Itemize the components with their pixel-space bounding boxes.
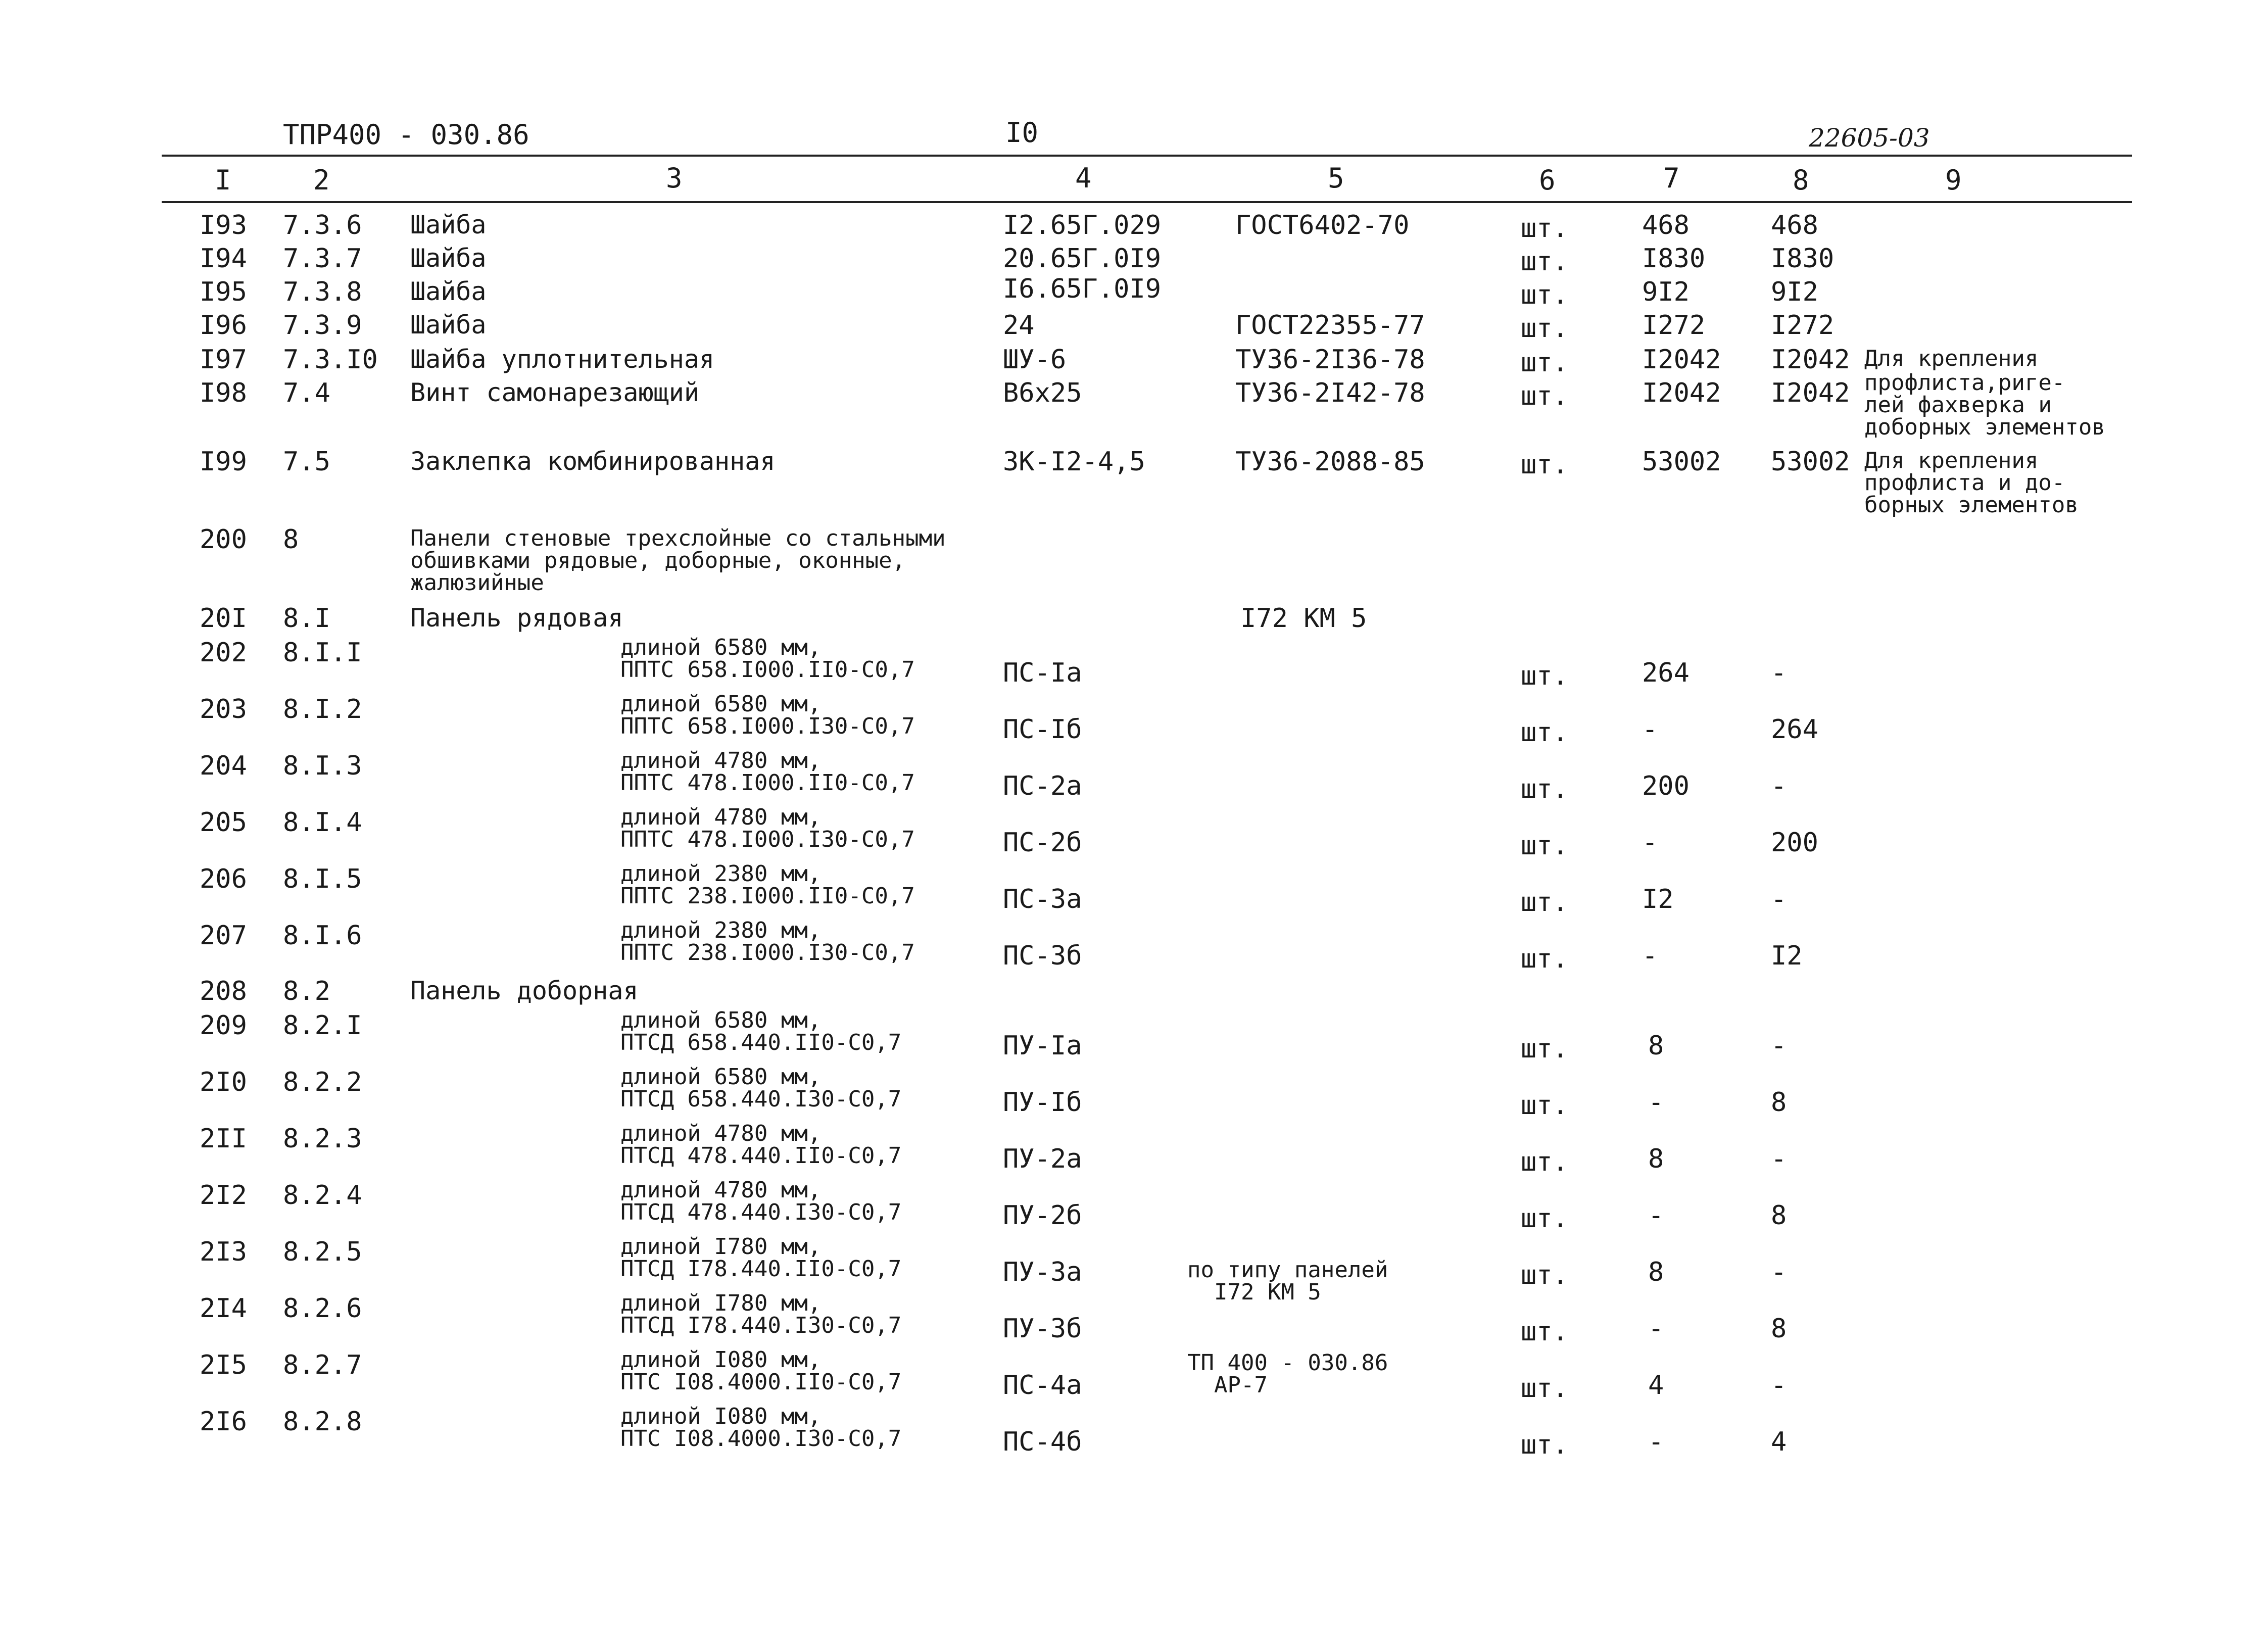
column-header-5: 5	[1328, 162, 1344, 194]
unit: шт.	[1521, 1203, 1568, 1234]
unit: шт.	[1521, 1034, 1568, 1064]
quantity-7: I2042	[1642, 378, 1721, 408]
quantity-8: -	[1771, 771, 1787, 801]
quantity-7: I272	[1642, 310, 1706, 341]
unit: шт.	[1521, 313, 1568, 344]
item-name: Заклепка комбинированная	[410, 447, 776, 476]
mark: ПС-2б	[1003, 828, 1082, 858]
item-name: Шайба уплотнительная	[410, 345, 715, 374]
quantity-7: -	[1642, 828, 1658, 858]
mark: ПС-3б	[1003, 941, 1082, 971]
row-number: 2II	[200, 1124, 247, 1154]
item-name: Шайба	[410, 244, 487, 273]
position: 7.3.8	[283, 277, 362, 307]
quantity-8: I830	[1771, 244, 1835, 274]
quantity-8: -	[1771, 658, 1787, 688]
unit: шт.	[1521, 1430, 1568, 1460]
position: 8.I.3	[283, 751, 362, 781]
quantity-7: -	[1642, 941, 1658, 971]
quantity-8: 200	[1771, 828, 1818, 858]
unit: шт.	[1521, 1090, 1568, 1121]
mark: ШУ-6	[1003, 345, 1067, 375]
quantity-7: 264	[1642, 658, 1690, 688]
standard-doc: по типу панелей I72 КМ 5	[1187, 1257, 1388, 1305]
column-header-2: 2	[313, 164, 330, 196]
row-number: I97	[200, 345, 247, 375]
quantity-7: -	[1648, 1427, 1664, 1457]
quantity-8: -	[1771, 1144, 1787, 1174]
quantity-8: -	[1771, 1370, 1787, 1401]
quantity-8: 9I2	[1771, 277, 1818, 307]
mark: ПС-Iа	[1003, 658, 1082, 688]
mark: I6.65Г.0I9	[1003, 274, 1162, 304]
mark: 20.65Г.0I9	[1003, 244, 1162, 274]
row-number: 2I5	[200, 1350, 247, 1380]
column-header-9: 9	[1945, 164, 1962, 196]
row-number: 208	[200, 976, 247, 1006]
quantity-8: -	[1771, 884, 1787, 914]
position: 8.I.6	[283, 921, 362, 951]
position: 8.2.6	[283, 1293, 362, 1324]
item-name: длиной 4780 мм, ППТС 478.I000.II0-С0,7	[620, 748, 915, 796]
mark: ПУ-Iа	[1003, 1031, 1082, 1061]
item-name: длиной 2380 мм, ППТС 238.I000.I30-С0,7	[620, 918, 915, 966]
item-name: Панель рядовая	[410, 603, 623, 633]
quantity-7: 9I2	[1642, 277, 1690, 307]
row-number: I96	[200, 310, 247, 341]
unit: шт.	[1521, 774, 1568, 804]
unit: шт.	[1521, 381, 1568, 411]
row-number: 200	[200, 524, 247, 555]
quantity-8: I272	[1771, 310, 1835, 341]
row-number: 2I4	[200, 1293, 247, 1324]
quantity-7: 4	[1648, 1370, 1664, 1401]
item-name: длиной 6580 мм, ПТСД 658.440.II0-С0,7	[620, 1007, 902, 1055]
position: 8.2.I	[283, 1010, 362, 1041]
unit: шт.	[1521, 717, 1568, 748]
standard-doc: ТУ36-2I36-78	[1235, 345, 1425, 375]
position: 7.3.7	[283, 244, 362, 274]
item-name: длиной 2380 мм, ППТС 238.I000.II0-С0,7	[620, 861, 915, 909]
row-number: 206	[200, 864, 247, 894]
column-header-6: 6	[1539, 164, 1556, 196]
column-header-1: I	[215, 164, 231, 196]
mark: 24	[1003, 310, 1035, 341]
item-name: длиной I780 мм, ПТСД I78.440.I30-С0,7	[620, 1290, 902, 1338]
item-name: длиной 4780 мм, ПТСД 478.440.I30-С0,7	[620, 1177, 902, 1225]
page-number: I0	[1005, 117, 1039, 149]
handwritten-archive-number: 22605-03	[1809, 123, 1930, 153]
quantity-7: -	[1648, 1087, 1664, 1118]
document-code: ТПР400 - 030.86	[283, 119, 529, 151]
quantity-8: I2	[1771, 941, 1803, 971]
header-bottom-rule	[162, 201, 2132, 203]
item-name: Винт самонарезающий	[410, 378, 699, 407]
position: 8	[283, 524, 299, 555]
row-number: 205	[200, 807, 247, 838]
mark: I2.65Г.029	[1003, 210, 1162, 240]
item-name: длиной I080 мм, ПТС I08.4000.I30-С0,7	[620, 1404, 902, 1452]
quantity-8: -	[1771, 1031, 1787, 1061]
row-number: 202	[200, 638, 247, 668]
row-number: I99	[200, 447, 247, 477]
item-name: Шайба	[410, 310, 487, 340]
quantity-8: I2042	[1771, 378, 1850, 408]
mark: ЗК-I2-4,5	[1003, 447, 1145, 477]
position: 8.I	[283, 603, 330, 634]
mark: ПС-4а	[1003, 1370, 1082, 1401]
item-name: Панель доборная	[410, 976, 639, 1005]
row-number: I95	[200, 277, 247, 307]
position: 8.2.7	[283, 1350, 362, 1380]
row-number: 20I	[200, 603, 247, 634]
mark: ПУ-Iб	[1003, 1087, 1082, 1118]
row-number: 2I2	[200, 1180, 247, 1211]
standard-doc: ГОСТ6402-70	[1235, 210, 1410, 240]
note: Для крепления профлиста и до- борных элементов	[1864, 448, 2079, 518]
standard-doc: ТУ36-2088-85	[1235, 447, 1425, 477]
mark: ПС-2а	[1003, 771, 1082, 801]
quantity-8: I2042	[1771, 345, 1850, 375]
standard-doc: ГОСТ22355-77	[1235, 310, 1425, 341]
unit: шт.	[1521, 661, 1568, 691]
note: профлиста,риге- лей фахверка и доборных элементов	[1864, 370, 2105, 440]
quantity-7: 8	[1648, 1031, 1664, 1061]
position: 7.3.9	[283, 310, 362, 341]
mark: ПС-3а	[1003, 884, 1082, 914]
unit: шт.	[1521, 450, 1568, 480]
position: 7.3.6	[283, 210, 362, 240]
item-name: длиной 6580 мм, ПТСД 658.440.I30-С0,7	[620, 1064, 902, 1112]
note: Для крепления	[1864, 346, 2039, 371]
quantity-7: 53002	[1642, 447, 1721, 477]
quantity-8: 468	[1771, 210, 1818, 240]
row-number: 204	[200, 751, 247, 781]
position: 8.2.3	[283, 1124, 362, 1154]
column-header-7: 7	[1663, 162, 1680, 194]
standard-doc: ТУ36-2I42-78	[1235, 378, 1425, 408]
quantity-7: 8	[1648, 1144, 1664, 1174]
item-name: длиной 4780 мм, ППТС 478.I000.I30-С0,7	[620, 804, 915, 852]
quantity-8: 8	[1771, 1314, 1787, 1344]
quantity-8: 8	[1771, 1087, 1787, 1118]
quantity-7: 468	[1642, 210, 1690, 240]
quantity-7: I2042	[1642, 345, 1721, 375]
position: 7.5	[283, 447, 330, 477]
row-number: I93	[200, 210, 247, 240]
mark: ПС-4б	[1003, 1427, 1082, 1457]
item-name: Шайба	[410, 277, 487, 306]
unit: шт.	[1521, 213, 1568, 244]
position: 7.3.I0	[283, 345, 378, 375]
quantity-7: 200	[1642, 771, 1690, 801]
item-name: Шайба	[410, 210, 487, 239]
mark: В6х25	[1003, 378, 1082, 408]
row-number: 2I0	[200, 1067, 247, 1097]
quantity-7: I2	[1642, 884, 1674, 914]
mark: ПУ-3а	[1003, 1257, 1082, 1287]
row-number: 2I3	[200, 1237, 247, 1267]
item-name: длиной I080 мм, ПТС I08.4000.II0-С0,7	[620, 1347, 902, 1395]
unit: шт.	[1521, 1147, 1568, 1177]
header-top-rule	[162, 155, 2132, 157]
position: 8.2.2	[283, 1067, 362, 1097]
mark: ПС-Iб	[1003, 714, 1082, 745]
quantity-8: 4	[1771, 1427, 1787, 1457]
row-number: 203	[200, 694, 247, 725]
row-number: I94	[200, 244, 247, 274]
item-name: длиной I780 мм, ПТСД I78.440.II0-С0,7	[620, 1234, 902, 1282]
item-name: длиной 4780 мм, ПТСД 478.440.II0-С0,7	[620, 1121, 902, 1169]
position: 8.2.5	[283, 1237, 362, 1267]
unit: шт.	[1521, 1373, 1568, 1404]
unit: шт.	[1521, 1260, 1568, 1290]
column-header-3: 3	[666, 162, 683, 194]
position: 8.I.4	[283, 807, 362, 838]
standard-doc: I72 КМ 5	[1240, 603, 1367, 634]
standard-doc: ТП 400 - 030.86 АР-7	[1187, 1350, 1388, 1398]
unit: шт.	[1521, 1317, 1568, 1347]
quantity-7: I830	[1642, 244, 1706, 274]
quantity-8: 8	[1771, 1200, 1787, 1231]
unit: шт.	[1521, 887, 1568, 918]
quantity-7: 8	[1648, 1257, 1664, 1287]
row-number: I98	[200, 378, 247, 408]
quantity-7: -	[1648, 1200, 1664, 1231]
unit: шт.	[1521, 247, 1568, 277]
position: 8.I.2	[283, 694, 362, 725]
unit: шт.	[1521, 831, 1568, 861]
unit: шт.	[1521, 280, 1568, 310]
quantity-8: 264	[1771, 714, 1818, 745]
position: 8.I.I	[283, 638, 362, 668]
row-number: 209	[200, 1010, 247, 1041]
quantity-7: -	[1648, 1314, 1664, 1344]
column-header-4: 4	[1075, 162, 1092, 194]
item-name: длиной 6580 мм, ППТС 658.I000.I30-С0,7	[620, 691, 915, 739]
row-number: 207	[200, 921, 247, 951]
column-header-8: 8	[1793, 164, 1809, 196]
section-title: Панели стеновые трехслойные со стальными обшивками рядовые, доборные, оконные, жалюзийные	[410, 525, 946, 596]
unit: шт.	[1521, 348, 1568, 378]
unit: шт.	[1521, 944, 1568, 974]
item-name: длиной 6580 мм, ППТС 658.I000.II0-С0,7	[620, 635, 915, 683]
quantity-8: 53002	[1771, 447, 1850, 477]
position: 8.2.4	[283, 1180, 362, 1211]
position: 8.2.8	[283, 1407, 362, 1437]
position: 8.2	[283, 976, 330, 1006]
quantity-8: -	[1771, 1257, 1787, 1287]
mark: ПУ-3б	[1003, 1314, 1082, 1344]
position: 8.I.5	[283, 864, 362, 894]
quantity-7: -	[1642, 714, 1658, 745]
mark: ПУ-2б	[1003, 1200, 1082, 1231]
position: 7.4	[283, 378, 330, 408]
row-number: 2I6	[200, 1407, 247, 1437]
mark: ПУ-2а	[1003, 1144, 1082, 1174]
